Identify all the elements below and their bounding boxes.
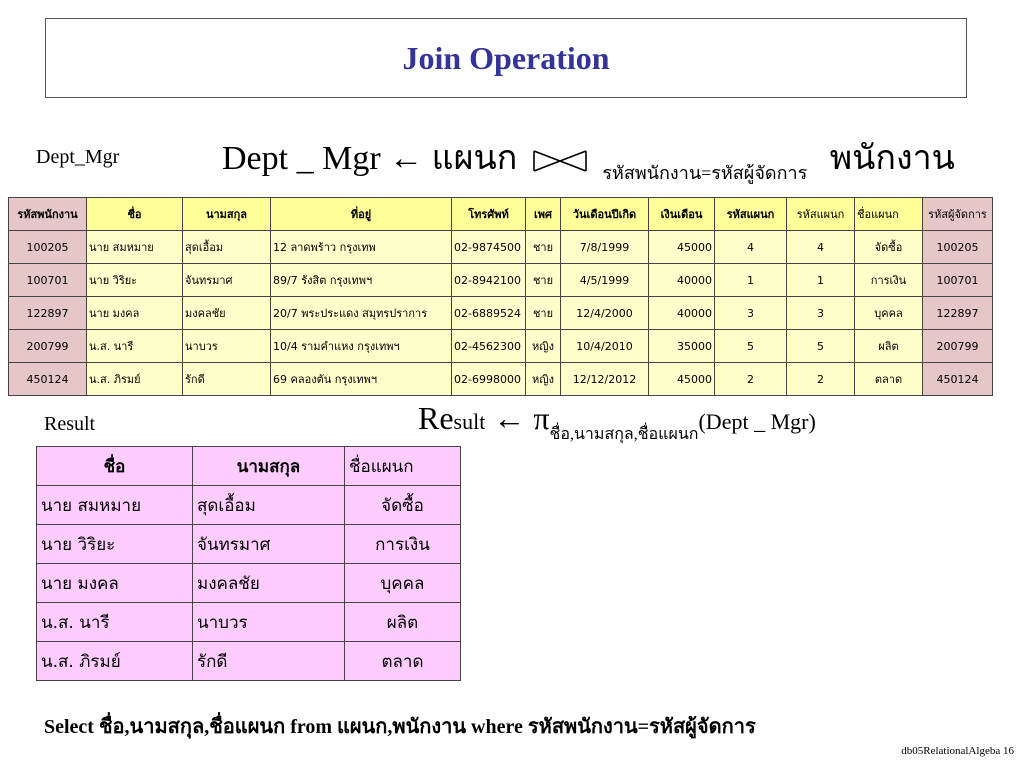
table-header: โทรศัพท์ [452,198,526,231]
table-cell: รักดี [183,363,271,396]
table-cell: การเงิน [345,525,461,564]
table-row [9,297,993,330]
table-header: รหัสแผนก [715,198,787,231]
table-cell: 02-6889524 [452,297,526,330]
join-left-relation: แผนก [431,140,518,177]
table-cell: มงคลชัย [193,564,345,603]
sql-statement: Select ชื่อ,นามสกุล,ชื่อแผนก from แผนก,พนักงาน where รหัสพนักงาน=รหัสผู้จัดการ [44,716,756,738]
table-cell: จัดซื้อ [855,231,923,264]
table-cell: 122897 [9,297,87,330]
table-cell: จันทรมาศ [183,264,271,297]
join-lhs: Dept _ Mgr [222,140,381,177]
table-cell: บุคคล [345,564,461,603]
table-cell: หญิง [526,330,561,363]
table-cell: สุดเอื้อม [183,231,271,264]
projection-formula [418,400,816,443]
slide-title: Join Operation [402,39,610,76]
projection-pi: π [533,400,550,436]
table-cell: 100701 [9,264,87,297]
table-cell: น.ส. ภิรมย์ [87,363,183,396]
table-cell: 1 [787,264,855,297]
table-header: ชื่อ [87,198,183,231]
table-header: เพศ [526,198,561,231]
projection-arrow: ← [493,400,526,436]
table-cell: 12/12/2012 [561,363,649,396]
table-cell: 20/7 พระประแดง สมุทรปราการ [271,297,452,330]
table-header: เงินเดือน [649,198,715,231]
table-cell: ตลาด [345,642,461,681]
table-row [37,525,461,564]
table-row [37,603,461,642]
table-cell: นาย สมหมาย [37,486,193,525]
table-cell: 40000 [649,264,715,297]
table-header-row [9,198,993,231]
table-cell: 122897 [923,297,993,330]
table-cell: น.ส. นารี [87,330,183,363]
table-header: รหัสผู้จัดการ [923,198,993,231]
projection-re: Re [418,400,454,436]
table-cell: จัดซื้อ [345,486,461,525]
projection-attrs: ชื่อ,นามสกุล,ชื่อแผนก [549,426,699,443]
table-cell: ตลาด [855,363,923,396]
table-cell: น.ส. ภิรมย์ [37,642,193,681]
table-cell: นาบวร [183,330,271,363]
table-cell: น.ส. นารี [37,603,193,642]
table-header-row [37,447,461,486]
table-cell: 4 [787,231,855,264]
table-cell: นาบวร [193,603,345,642]
table-cell: 2 [715,363,787,396]
table-cell: 3 [787,297,855,330]
table-cell: 02-6998000 [452,363,526,396]
table-cell: 35000 [649,330,715,363]
bowtie-join-icon [532,149,588,173]
table-cell: บุคคล [855,297,923,330]
table-cell: นาย วิริยะ [37,525,193,564]
table-cell: จันทรมาศ [193,525,345,564]
table-cell: ชาย [526,264,561,297]
table-cell: 4 [715,231,787,264]
table-header: นามสกุล [193,447,345,486]
table-header: วันเดือนปีเกิด [561,198,649,231]
table-cell: 69 คลองตัน กรุงเทพฯ [271,363,452,396]
table-header: ชื่อแผนก [345,447,461,486]
table-cell: 02-9874500 [452,231,526,264]
table-cell: 200799 [9,330,87,363]
table-cell: 89/7 รังสิต กรุงเทพฯ [271,264,452,297]
join-arrow: ← [389,140,424,177]
table-header: ชื่อแผนก [855,198,923,231]
table-header: ชื่อ [37,447,193,486]
table-row [9,264,993,297]
table-row [9,231,993,264]
result-label: Result [44,413,96,435]
table-cell: 45000 [649,363,715,396]
table-row [37,642,461,681]
table-cell: 3 [715,297,787,330]
table-cell: 1 [715,264,787,297]
dept-mgr-label: Dept_Mgr [36,146,120,168]
table-header: รหัสแผนก [787,198,855,231]
table-cell: 5 [787,330,855,363]
table-cell: ผลิต [345,603,461,642]
table-cell: 100205 [923,231,993,264]
table-row [37,564,461,603]
table-cell: 12/4/2000 [561,297,649,330]
table-cell: การเงิน [855,264,923,297]
table-cell: 450124 [9,363,87,396]
table-cell: ชาย [526,297,561,330]
table-header: ที่อยู่ [271,198,452,231]
result-table [36,446,461,681]
table-row [9,330,993,363]
table-cell: นาย วิริยะ [87,264,183,297]
projection-arg: (Dept _ Mgr) [698,409,816,434]
table-cell: 100701 [923,264,993,297]
table-cell: 12 ลาดพร้าว กรุงเทพ [271,231,452,264]
dept-mgr-table [8,197,993,396]
table-cell: 40000 [649,297,715,330]
table-cell: 2 [787,363,855,396]
table-header: นามสกุล [183,198,271,231]
table-cell: ผลิต [855,330,923,363]
table-cell: 10/4/2010 [561,330,649,363]
table-cell: 7/8/1999 [561,231,649,264]
table-cell: มงคลชัย [183,297,271,330]
table-cell: สุดเอื้อม [193,486,345,525]
table-cell: 45000 [649,231,715,264]
table-cell: หญิง [526,363,561,396]
projection-sult: sult [453,409,486,434]
join-right-relation: พนักงาน [829,140,955,177]
join-formula [222,130,955,184]
table-cell: 5 [715,330,787,363]
table-cell: นาย มงคล [37,564,193,603]
table-cell: 02-4562300 [452,330,526,363]
table-cell: 450124 [923,363,993,396]
table-cell: รักดี [193,642,345,681]
table-cell: 4/5/1999 [561,264,649,297]
join-condition: รหัสพนักงาน=รหัสผู้จัดการ [602,163,808,183]
table-cell: 200799 [923,330,993,363]
table-cell: 02-8942100 [452,264,526,297]
table-cell: 10/4 รามคำแหง กรุงเทพฯ [271,330,452,363]
table-header: รหัสพนักงาน [9,198,87,231]
table-cell: 100205 [9,231,87,264]
table-row [37,486,461,525]
slide-footer: db05RelationalAlgeba 16 [901,745,1014,757]
table-cell: ชาย [526,231,561,264]
table-row [9,363,993,396]
title-box [45,18,967,98]
table-cell: นาย สมหมาย [87,231,183,264]
table-cell: นาย มงคล [87,297,183,330]
